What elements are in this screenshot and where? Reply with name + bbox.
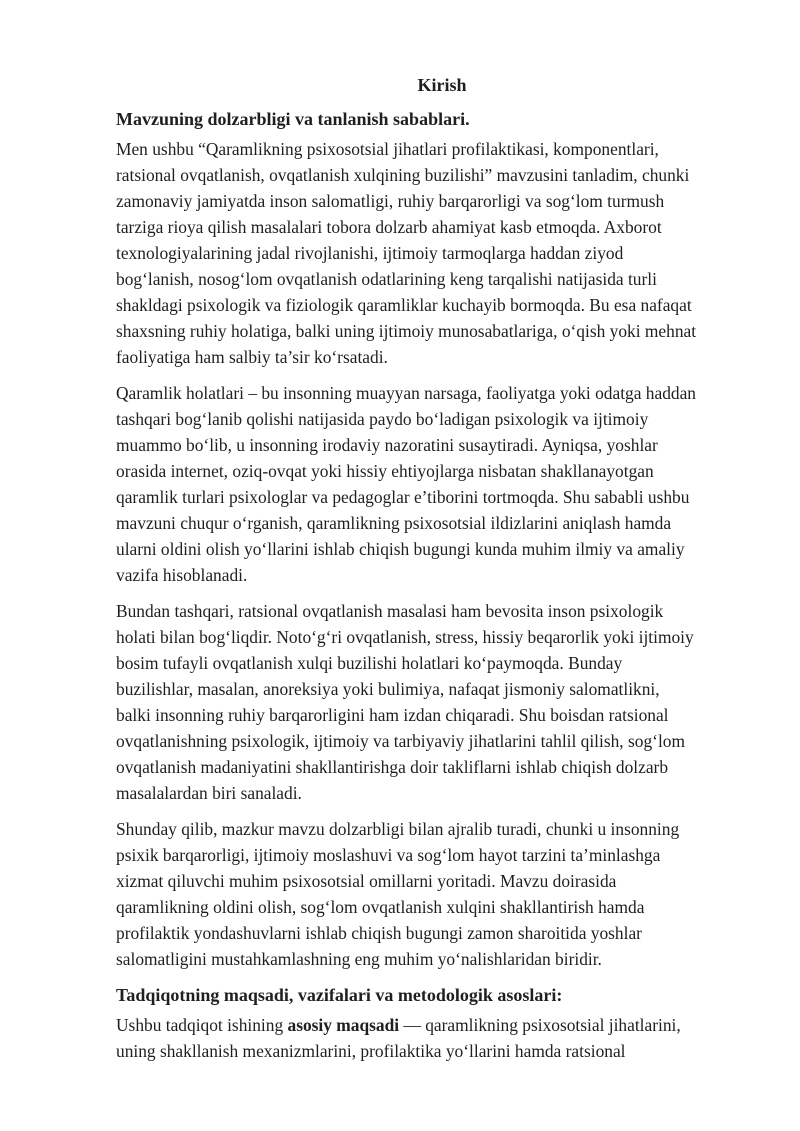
text-line: orasida internet, oziq-ovqat yoki hissiy ehtiyojlarga nisbatan shakllanayotgan xyxy=(116,461,654,481)
text-line: xizmat qiluvchi muhim psixosotsial omillarni yoritadi. Mavzu doirasida xyxy=(116,871,617,891)
text-line: shaxsning ruhiy holatiga, balki uning ijtimoiy munosabatlariga, o‘qish yoki mehnat xyxy=(116,321,697,341)
text-line: balki insonning ruhiy barqarorligini ham izdan chiqaradi. Shu boisdan ratsional xyxy=(116,705,669,725)
paragraph-1 xyxy=(116,136,756,370)
text-line: ratsional ovqatlanish, ovqatlanish xulqining buzilishi” mavzusini tanladim, chunki xyxy=(116,165,690,185)
text-line xyxy=(116,1012,756,1038)
text-line: masalalardan biri sanaladi. xyxy=(116,783,302,803)
text-line: ovqatlanishning psixologik, ijtimoiy va tarbiyaviy jihatlarini tahlil qilish, sog‘lom xyxy=(116,731,686,751)
emphasis-main-goal: asosiy maqsadi xyxy=(287,1015,400,1035)
text-line: bog‘lanish, nosog‘lom ovqatlanish odatlarining keng tarqalishi natijasida turli xyxy=(116,269,657,289)
text-line: Shunday qilib, mazkur mavzu dolzarbligi bilan ajralib turadi, chunki u insonning xyxy=(116,819,680,839)
section-heading-relevance: Mavzuning dolzarbligi va tanlanish sabablari. xyxy=(116,109,470,129)
text-line: ovqatlanish madaniyatini shakllantirishga doir takliflarni ishlab chiqish dolzarb xyxy=(116,757,669,777)
text-line: psixik barqarorligi, ijtimoiy moslashuvi va sog‘lom hayot tarzini ta’minlashga xyxy=(116,845,661,865)
document-body xyxy=(116,72,756,1074)
text-line: tashqari bog‘lanib qolishi natijasida paydo bo‘ladigan psixologik va ijtimoiy xyxy=(116,409,649,429)
text-line: faoliyatiga ham salbiy ta’sir ko‘rsatadi. xyxy=(116,347,388,367)
text-line: salomatligini mustahkamlashning eng muhim yo‘nalishlaridan biridir. xyxy=(116,949,602,969)
text-line: uning shakllanish mexanizmlarini, profilaktika yo‘llarini hamda ratsional xyxy=(116,1041,626,1061)
text-run: — qaramlikning psixosotsial jihatlarini, xyxy=(399,1015,681,1035)
text-line: bosim tufayli ovqatlanish xulqi buzilishi holatlari ko‘paymoqda. Bunday xyxy=(116,653,623,673)
page-title: Kirish xyxy=(417,75,467,95)
paragraph-5 xyxy=(116,1012,756,1064)
paragraph-4 xyxy=(116,816,756,972)
text-run: Ushbu tadqiqot ishining xyxy=(116,1015,288,1035)
text-line: zamonaviy jamiyatda inson salomatligi, ruhiy barqarorligi va sog‘lom turmush xyxy=(116,191,665,211)
text-line: profilaktik yondashuvlarni ishlab chiqish bugungi zamon sharoitida yoshlar xyxy=(116,923,642,943)
text-line: vazifa hisoblanadi. xyxy=(116,565,248,585)
text-line: mavzuni chuqur o‘rganish, qaramlikning psixosotsial ildizlarini aniqlash hamda xyxy=(116,513,672,533)
text-line: qaramlikning oldini olish, sog‘lom ovqatlanish xulqini shakllantirish hamda xyxy=(116,897,645,917)
text-line: muammo bo‘lib, u insonning irodaviy nazoratini susaytiradi. Ayniqsa, yoshlar xyxy=(116,435,658,455)
text-line: texnologiyalarining jadal rivojlanishi, ijtimoiy tarmoqlarga haddan ziyod xyxy=(116,243,624,263)
text-line: ularni oldini olish yo‘llarini ishlab chiqish bugungi kunda muhim ilmiy va amaliy xyxy=(116,539,685,559)
text-line: qaramlik turlari psixologlar va pedagoglar e’tiborini tortmoqda. Shu sababli ushbu xyxy=(116,487,690,507)
text-line: buzilishlar, masalan, anoreksiya yoki bulimiya, nafaqat jismoniy salomatlikni, xyxy=(116,679,660,699)
paragraph-3 xyxy=(116,598,756,806)
text-line: Bundan tashqari, ratsional ovqatlanish masalasi ham bevosita inson psixologik xyxy=(116,601,664,621)
text-line: tarziga rioya qilish masalalari tobora dolzarb ahamiyat kasb etmoqda. Axborot xyxy=(116,217,662,237)
paragraph-2 xyxy=(116,380,756,588)
text-line: shakldagi psixologik va fiziologik qaramliklar kuchayib bormoqda. Bu esa nafaqat xyxy=(116,295,692,315)
section-heading-goals: Tadqiqotning maqsadi, vazifalari va metodologik asoslari: xyxy=(116,985,563,1005)
text-line: holati bilan bog‘liqdir. Noto‘g‘ri ovqatlanish, stress, hissiy beqarorlik yoki ijtimoiy xyxy=(116,627,694,647)
text-line: Men ushbu “Qaramlikning psixosotsial jihatlari profilaktikasi, komponentlari, xyxy=(116,139,659,159)
text-line: Qaramlik holatlari – bu insonning muayyan narsaga, faoliyatga yoki odatga haddan xyxy=(116,383,697,403)
